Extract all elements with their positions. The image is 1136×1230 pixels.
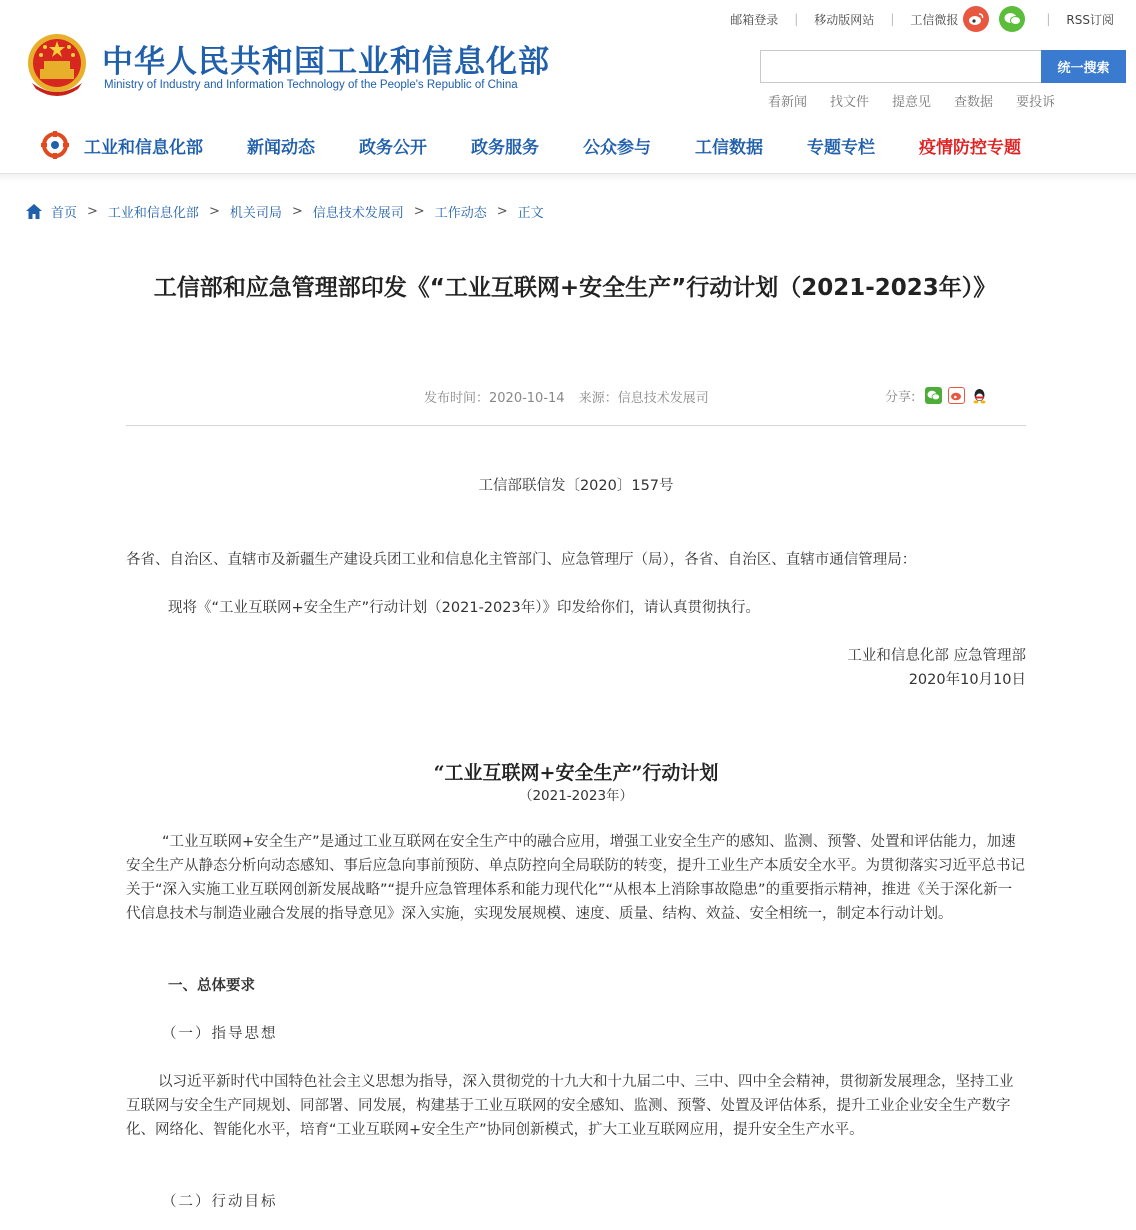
- separator: |: [1046, 12, 1051, 26]
- quick-link-files[interactable]: 找文件: [830, 95, 870, 110]
- section-heading-1: 一、总体要求: [168, 978, 255, 994]
- share-qq-icon[interactable]: [971, 387, 988, 404]
- site-header: [0, 0, 1136, 120]
- subsection-heading-1: （一）指导思想: [162, 1026, 278, 1042]
- mail-login-link[interactable]: 邮箱登录: [730, 12, 779, 27]
- breadcrumb-separator: >: [208, 204, 220, 219]
- breadcrumb-separator: >: [413, 204, 425, 219]
- article-meta: [424, 387, 719, 406]
- search-button[interactable]: 统一搜索: [1041, 50, 1126, 83]
- nav-item-gov-affairs[interactable]: 政务公开: [359, 137, 427, 158]
- top-links: [730, 4, 1114, 34]
- share-wechat-icon[interactable]: [925, 387, 942, 404]
- site-title[interactable]: 中华人民共和国工业和信息化部: [102, 44, 550, 80]
- share-weibo-icon[interactable]: [948, 387, 965, 404]
- source-label: 来源：: [578, 391, 618, 406]
- breadcrumb-home[interactable]: 首页: [51, 206, 78, 221]
- gongxin-weibao-link[interactable]: 工信微报: [910, 12, 959, 27]
- breadcrumb-current: 正文: [517, 206, 544, 221]
- publish-date: 2020-10-14: [489, 391, 565, 406]
- weibo-icon[interactable]: [963, 6, 989, 32]
- nav-item-news[interactable]: 新闻动态: [247, 137, 315, 158]
- document-number: 工信部联信发〔2020〕157号: [478, 478, 674, 494]
- mobile-site-link[interactable]: 移动版网站: [814, 12, 875, 27]
- main-nav: [0, 120, 1136, 174]
- title-divider: [126, 425, 1026, 426]
- breadcrumb-work-news[interactable]: 工作动态: [434, 206, 487, 221]
- signatory: 工业和信息化部 应急管理部: [847, 648, 1026, 664]
- article-title: 工信部和应急管理部印发《“工业互联网+安全生产”行动计划（2021-2023年）》: [153, 275, 997, 301]
- intro-paragraph: 现将《“工业互联网+安全生产”行动计划（2021-2023年）》印发给你们，请认真贯彻执行。: [168, 600, 760, 616]
- nav-item-gov-service[interactable]: 政务服务: [471, 137, 539, 158]
- miit-logo-icon[interactable]: [40, 130, 70, 160]
- share-bar: [885, 386, 988, 405]
- home-icon: [26, 204, 42, 219]
- nav-items: [84, 120, 1021, 170]
- separator: |: [794, 12, 799, 26]
- sign-date: 2020年10月10日: [908, 672, 1026, 688]
- source-value: 信息技术发展司: [617, 391, 709, 406]
- breadcrumb-separator: >: [291, 204, 303, 219]
- national-emblem-icon[interactable]: [26, 31, 88, 97]
- nav-item-epidemic[interactable]: 疫情防控专题: [919, 137, 1021, 158]
- breadcrumb-separator: >: [87, 204, 98, 219]
- rss-link[interactable]: RSS订阅: [1066, 12, 1114, 27]
- breadcrumb-departments[interactable]: 机关司局: [229, 206, 282, 221]
- plan-years: （2021-2023年）: [518, 788, 634, 804]
- wechat-icon[interactable]: [999, 6, 1025, 32]
- share-label: 分享:: [885, 390, 916, 405]
- subsection-heading-2: （二）行动目标: [162, 1194, 278, 1210]
- breadcrumb-separator: >: [496, 204, 508, 219]
- site-subtitle: Ministry of Industry and Information Technology of the People's Republic of China: [104, 79, 518, 91]
- nav-item-participation[interactable]: 公众参与: [583, 137, 651, 158]
- nav-item-miit[interactable]: 工业和信息化部: [84, 137, 203, 158]
- breadcrumb-it-dept[interactable]: 信息技术发展司: [312, 206, 404, 221]
- nav-shadow: [0, 174, 1136, 182]
- nav-item-data[interactable]: 工信数据: [695, 137, 763, 158]
- quick-links: [768, 91, 1078, 110]
- body-paragraph-2: 以习近平新时代中国特色社会主义思想为指导，深入贯彻党的十九大和十九届二中、三中、四中全会精神，贯彻新发展理念，坚持工业互联网与安全生产同规划、同部署、同发展，构建基于工业互联网的安全感知、监测、预警、处置及评估体系，提升工业企业安全生产数字化、网络化、智能化水平，培育“工业互联网+安全生产”协同创新模式，扩大工业互联网应用，提升安全生产水平。: [126, 1074, 1014, 1138]
- publish-label: 发布时间：: [424, 391, 490, 406]
- addressee-paragraph: 各省、自治区、直辖市及新疆生产建设兵团工业和信息化主管部门、应急管理厅（局），各省、自治区、直辖市通信管理局：: [126, 552, 917, 568]
- nav-item-topics[interactable]: 专题专栏: [807, 137, 875, 158]
- breadcrumb-miit[interactable]: 工业和信息化部: [107, 206, 199, 221]
- search-input[interactable]: [760, 50, 1042, 83]
- breadcrumb: [26, 202, 544, 221]
- quick-link-news[interactable]: 看新闻: [768, 95, 808, 110]
- separator: |: [890, 12, 895, 26]
- body-paragraph-1: “工业互联网+安全生产”是通过工业互联网在安全生产中的融合应用，增强工业安全生产的感知、监测、预警、处置和评估能力，加速安全生产从静态分析向动态感知、事后应急向事前预防、单点防控向全局联防的转变，提升工业生产本质安全水平。为贯彻落实习近平总书记关于“深入实施工业互联网创新发展战略”“提升应急管理体系和能力现代化”“从根本上消除事故隐患”的重要指示精神，推进《关于深化新一代信息技术与制造业融合发展的指导意见》深入实施，实现发展规模、速度、质量、结构、效益、安全相统一，制定本行动计划。: [126, 834, 1025, 922]
- plan-title: “工业互联网+安全生产”行动计划: [433, 762, 719, 784]
- quick-link-data[interactable]: 查数据: [954, 95, 994, 110]
- quick-link-complaint[interactable]: 要投诉: [1016, 95, 1056, 110]
- quick-link-opinion[interactable]: 提意见: [892, 95, 932, 110]
